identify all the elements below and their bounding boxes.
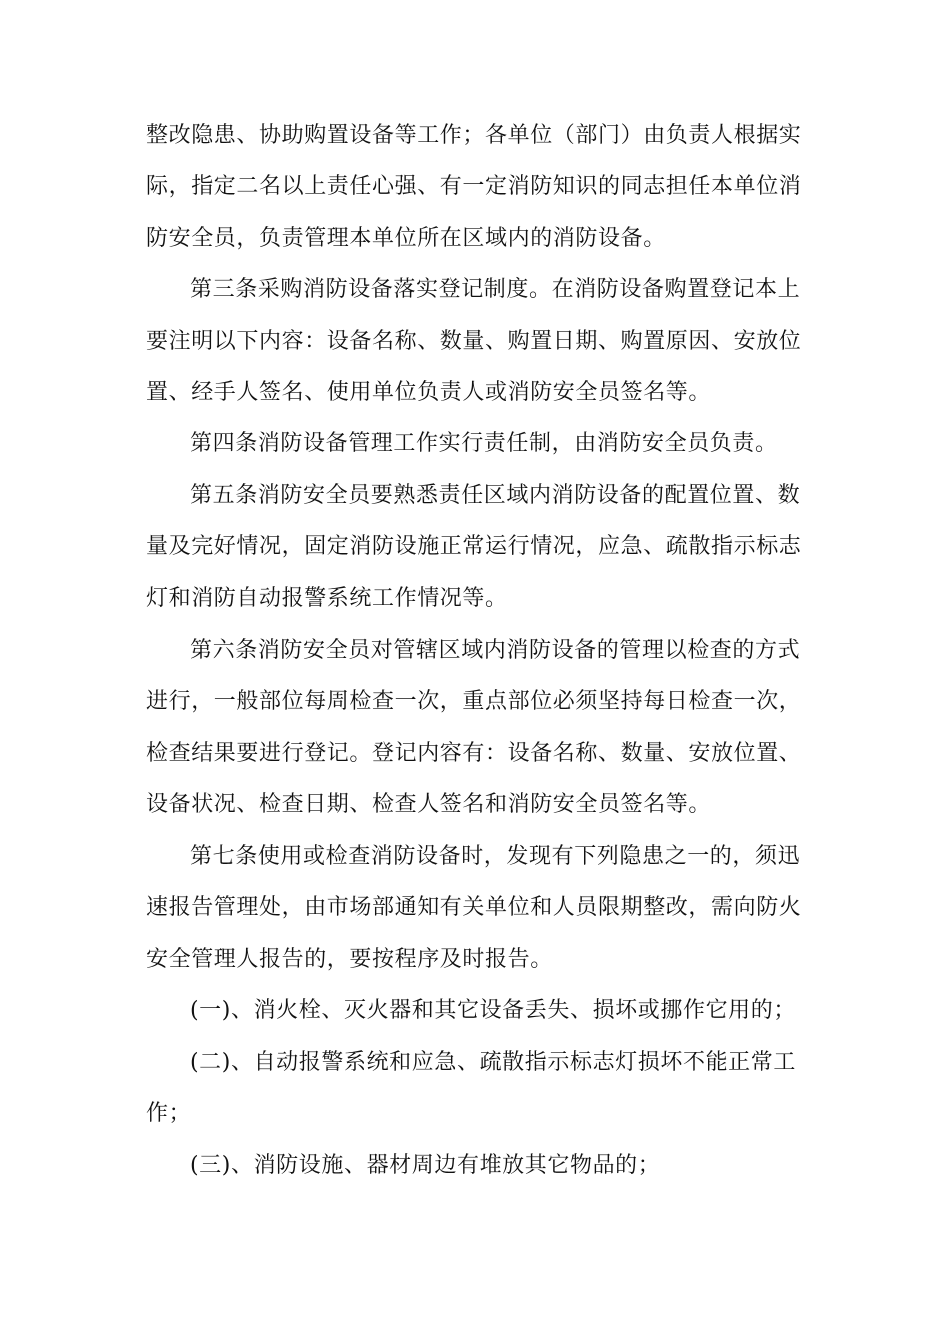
text-line: 安全管理人报告的，要按程序及时报告。 [146, 947, 553, 972]
text-line: (三)、消防设施、器材周边有堆放其它物品的； [190, 1153, 661, 1178]
text-line: 第五条消防安全员要熟悉责任区域内消防设备的配置位置、数 [190, 483, 801, 508]
text-line: (一)、消火栓、灭火器和其它设备丢失、损坏或挪作它用的； [190, 998, 796, 1023]
text-line: 第六条消防安全员对管辖区域内消防设备的管理以检查的方式 [190, 638, 801, 663]
text-line: 防安全员，负责管理本单位所在区域内的消防设备。 [146, 226, 666, 251]
text-line: (二)、自动报警系统和应急、疏散指示标志灯损坏不能正常工 [190, 1050, 796, 1075]
text-line: 速报告管理处，由市场部通知有关单位和人员限期整改，需向防火 [146, 895, 802, 920]
text-line: 进行，一般部位每周检查一次，重点部位必须坚持每日检查一次， [146, 689, 802, 714]
text-line: 整改隐患、协助购置设备等工作；各单位（部门）由负责人根据实 [146, 123, 802, 148]
text-line: 第七条使用或检查消防设备时，发现有下列隐患之一的，须迅 [190, 844, 801, 869]
text-line: 检查结果要进行登记。登记内容有：设备名称、数量、安放位置、 [146, 741, 802, 766]
text-line: 置、经手人签名、使用单位负责人或消防安全员签名等。 [146, 380, 712, 405]
text-line: 第三条采购消防设备落实登记制度。在消防设备购置登记本上 [190, 277, 801, 302]
text-line: 灯和消防自动报警系统工作情况等。 [146, 586, 508, 611]
text-line: 量及完好情况，固定消防设施正常运行情况，应急、疏散指示标志 [146, 534, 802, 559]
text-line: 际，指定二名以上责任心强、有一定消防知识的同志担任本单位消 [146, 174, 802, 199]
text-line: 设备状况、检查日期、检查人签名和消防安全员签名等。 [146, 792, 712, 817]
text-line: 作； [146, 1101, 192, 1126]
text-line: 第四条消防设备管理工作实行责任制，由消防安全员负责。 [190, 431, 778, 456]
text-line: 要注明以下内容：设备名称、数量、购置日期、购置原因、安放位 [146, 329, 802, 354]
